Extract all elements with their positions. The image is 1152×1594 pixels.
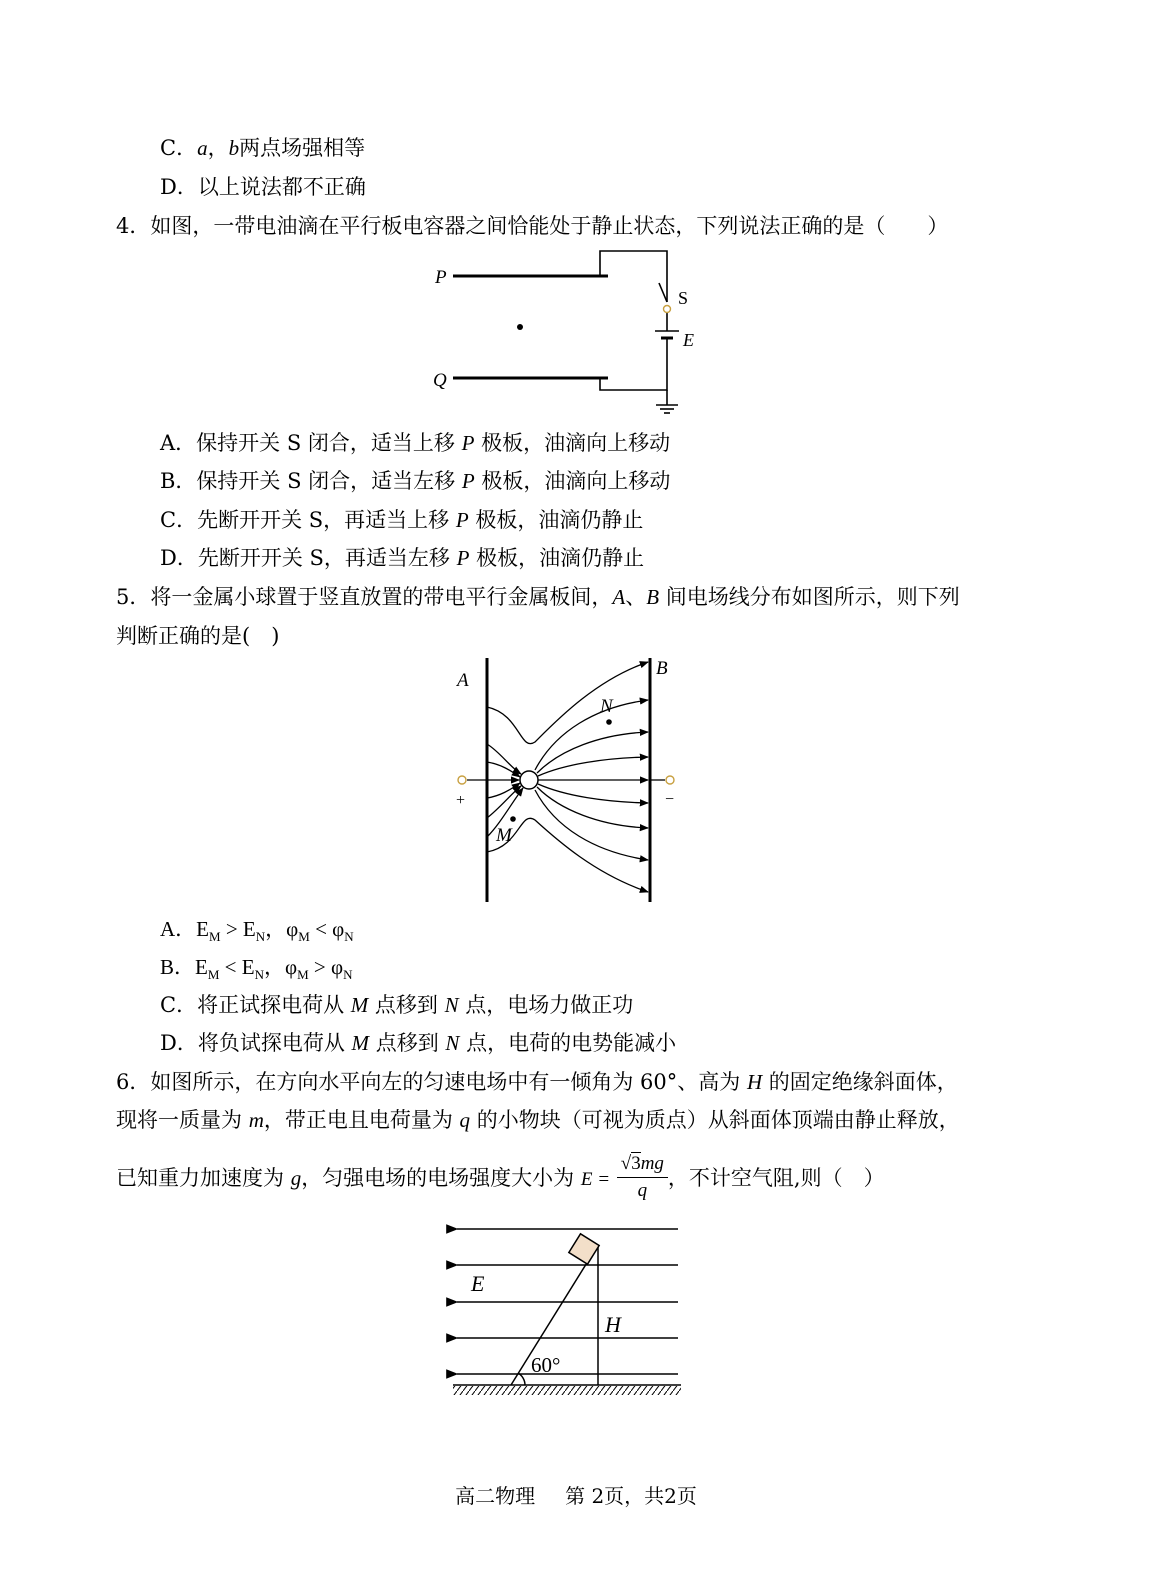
field-line	[537, 787, 648, 828]
q3-option-c: C．a，b两点场强相等	[160, 136, 366, 160]
q4-option-a: A．保持开关 S 闭合，适当上移 P 极板，油滴向上移动	[160, 431, 671, 455]
q6-incline-figure	[445, 1215, 690, 1405]
label-p: P	[435, 267, 447, 288]
label-b: B	[656, 658, 668, 679]
q5-option-d: D．将负试探电荷从 M 点移到 N 点，电荷的电势能减小	[160, 1031, 677, 1055]
wire-bottom	[600, 338, 667, 390]
label-plus: +	[456, 792, 466, 809]
label-a: A	[457, 670, 469, 691]
q5-option-a: A．$E_M > E_N$，$\varphi_M < \varphi_N$	[160, 917, 354, 944]
label-h: H	[605, 1312, 621, 1337]
page-footer	[0, 1482, 1152, 1510]
q6-stem-line2: 现将一质量为 m，带正电且电荷量为 q 的小物块（可视为质点）从斜面体顶端由静止释放，	[116, 1108, 960, 1132]
wire-top	[600, 251, 667, 302]
q3-option-d: D．以上说法都不正确	[160, 175, 366, 199]
field-line	[538, 784, 648, 803]
footer-page-number: 第 2页，共2页	[565, 1484, 697, 1508]
label-s: S	[678, 288, 689, 308]
small-block	[569, 1234, 599, 1264]
label-n: N	[600, 696, 613, 717]
q6-stem-line3: 已知重力加速度为 g，匀强电场的电场强度大小为 E = $\frac{√3mg}{q}$ ，不计空气阻,则（ ）	[116, 1153, 885, 1201]
field-line	[487, 786, 521, 818]
label-e: E	[683, 330, 694, 350]
label-q: Q	[433, 370, 447, 391]
q4-option-b: B．保持开关 S 闭合，适当左移 P 极板，油滴向上移动	[160, 469, 671, 493]
q4-capacitor-figure	[425, 245, 695, 420]
q3-var-b: b	[228, 136, 240, 160]
q5-stem-line2: 判断正确的是( )	[116, 624, 280, 648]
q5-stem-line1: 5．将一金属小球置于竖直放置的带电平行金属板间，A、B 间电场线分布如图所示，则下列	[116, 585, 960, 609]
q4-option-d: D．先断开开关 S，再适当左移 P 极板，油滴仍静止	[160, 546, 645, 570]
q4-option-c: C．先断开开关 S，再适当上移 P 极板，油滴仍静止	[160, 508, 644, 532]
field-strength-formula: $\frac{√3mg}{q}$	[617, 1153, 668, 1202]
q3-var-a: a	[197, 136, 208, 160]
q5-option-b: B．$E_M < E_N$，$\varphi_M > \varphi_N$	[160, 955, 353, 982]
q5-option-c: C．将正试探电荷从 M 点移到 N 点，电场力做正功	[160, 993, 634, 1017]
formula-lhs: E =	[580, 1169, 611, 1190]
point-m	[510, 816, 516, 822]
switch-blade	[659, 283, 667, 302]
field-line	[538, 757, 648, 776]
q4-stem: 4．如图，一带电油滴在平行板电容器之间恰能处于静止状态，下列说法正确的是（ ）	[116, 214, 949, 238]
label-angle: 60°	[531, 1353, 561, 1377]
terminal-plus	[458, 776, 466, 784]
footer-subject: 高二物理	[455, 1484, 536, 1508]
point-n	[606, 719, 612, 725]
oil-drop	[517, 324, 523, 330]
label-e: E	[471, 1271, 485, 1296]
field-line	[537, 732, 648, 773]
field-line	[535, 700, 648, 770]
label-m: M	[496, 825, 512, 846]
switch-contact	[664, 306, 671, 313]
metal-ball	[520, 771, 538, 789]
angle-arc	[518, 1373, 525, 1385]
q5-field-lines-figure	[445, 652, 695, 907]
q6-stem-line1: 6．如图所示，在方向水平向左的匀速电场中有一倾角为 60°、高为 H 的固定绝缘斜面体，	[116, 1070, 958, 1094]
field-line	[487, 744, 521, 774]
ground-hatching	[453, 1386, 681, 1395]
label-minus: −	[665, 791, 675, 808]
terminal-minus	[666, 776, 674, 784]
field-line	[535, 790, 648, 860]
